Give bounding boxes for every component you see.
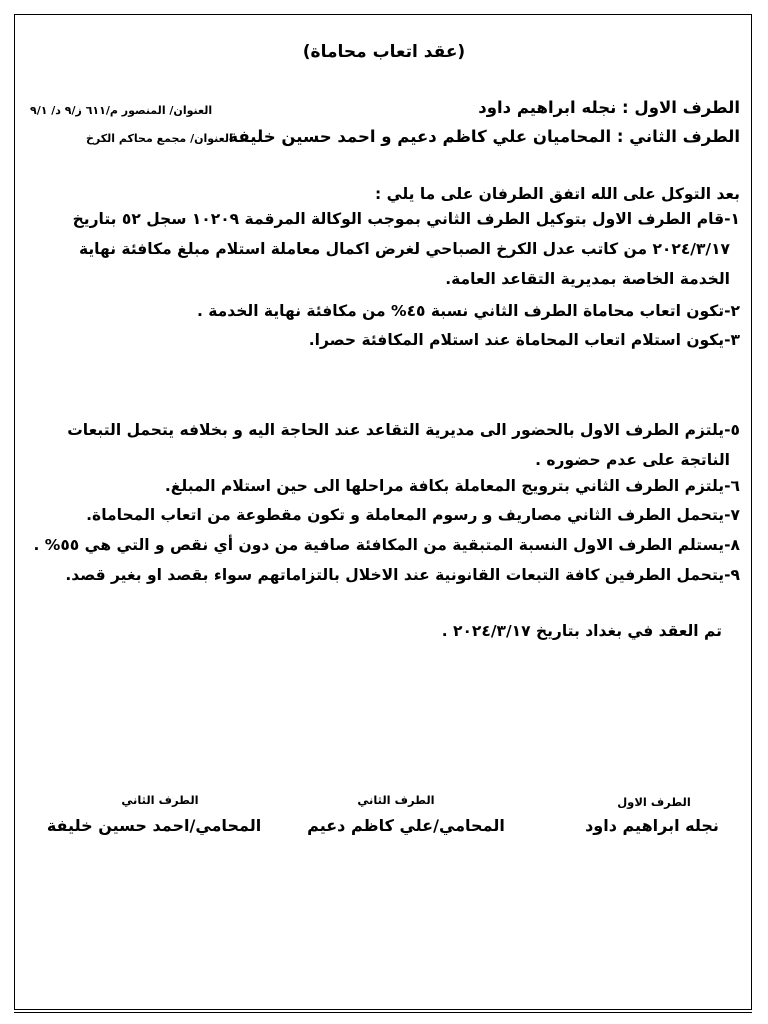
clause-5-line-2: الناتجة على عدم حضوره . <box>535 451 730 469</box>
clause-5-line-1: ٥-يلتزم الطرف الاول بالحضور الى مديرية التقاعد عند الحاجة اليه و بخلافه يتحمل التبعات <box>67 421 740 439</box>
second-party-line: الطرف الثاني : المحاميان علي كاظم دعيم و احمد حسين خليفة <box>228 127 740 146</box>
clause-1-line-1: ١-قام الطرف الاول بتوكيل الطرف الثاني بموجب الوكالة المرقمة ١٠٢٠٩ سجل ٥٢ بتاريخ <box>72 210 740 228</box>
signature-second-b-name: المحامي/احمد حسين خليفة <box>46 816 262 835</box>
clause-6: ٦-يلتزم الطرف الثاني بترويج المعاملة بكافة مراحلها الى حين استلام المبلغ. <box>164 477 740 495</box>
signature-first-label: الطرف الاول <box>617 795 691 809</box>
page-border-bottom <box>14 1012 752 1013</box>
first-party-address: العنوان/ المنصور م/٦١١ ز/٩ د/ ٩/١ <box>30 104 213 117</box>
clause-3: ٣-يكون استلام اتعاب المحاماة عند استلام المكافئة حصرا. <box>308 331 740 349</box>
closing-line: تم العقد في بغداد بتاريخ ٢٠٢٤/٣/١٧ . <box>441 622 722 640</box>
signature-first-name: نجله ابراهيم داود <box>585 816 719 835</box>
signature-second-a-label: الطرف الثاني <box>357 793 435 807</box>
clause-1-line-3: الخدمة الخاصة بمديرية التقاعد العامة. <box>445 270 730 288</box>
signature-second-b-label: الطرف الثاني <box>121 793 199 807</box>
intro-line: بعد التوكل على الله اتفق الطرفان على ما يلي : <box>375 185 740 203</box>
clause-7: ٧-يتحمل الطرف الثاني مصاريف و رسوم المعاملة و تكون مقطوعة من اتعاب المحاماة. <box>86 506 740 524</box>
clause-8: ٨-يستلم الطرف الاول النسبة المتبقية من المكافئة صافية من دون أي نقص و التي هي ٥٥% . <box>33 536 740 554</box>
clause-2: ٢-تكون اتعاب محاماة الطرف الثاني نسبة ٤٥% من مكافئة نهاية الخدمة . <box>196 302 740 320</box>
clause-9: ٩-يتحمل الطرفين كافة التبعات القانونية عند الاخلال بالتزاماتهم سواء بقصد او بغير قصد. <box>65 566 740 584</box>
document-title: (عقد اتعاب محاماة) <box>302 42 466 62</box>
second-party-address: العنوان/ مجمع محاكم الكرخ <box>86 132 233 145</box>
signature-second-a-name: المحامي/علي كاظم دعيم <box>307 816 505 835</box>
first-party-line: الطرف الاول : نجله ابراهيم داود <box>478 98 740 117</box>
clause-1-line-2: ٢٠٢٤/٣/١٧ من كاتب عدل الكرخ الصباحي لغرض اكمال معاملة استلام مبلغ مكافئة نهاية <box>78 240 730 258</box>
